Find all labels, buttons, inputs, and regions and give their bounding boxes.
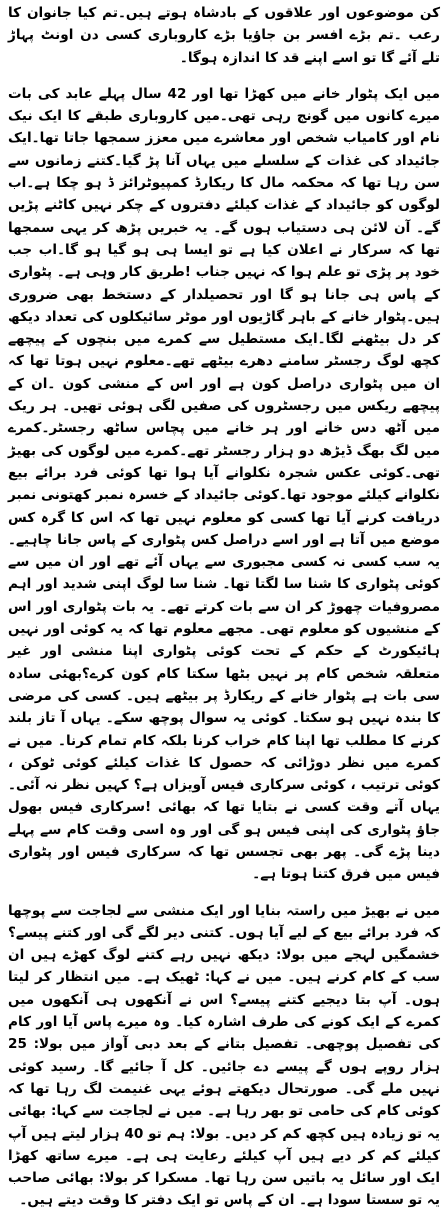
paragraph-gap xyxy=(8,886,440,900)
article-paragraph-3: میں نے بھیڑ میں راستہ بنایا اور ایک منشی سے لجاجت سے پوچھا کہ فرد برائے بیع کے لیے آیا ہوں۔ کتنی دیر لگے گی اور کتنے پیسے؟ خشمگیں لہجے میں بولا: دیکھ نہیں رہے کتنے لوگ کھڑے ہیں ان سب کے کام کرنے ہیں۔ میں نے کہا: ٹھیک ہے۔ میں انتظار کر لیتا ہوں۔ آپ بتا دیجیے کتنے پیسے؟ اس نے آنکھوں ہی آنکھوں میں کمرے کے ایک کونے کی طرف اشارہ کیا۔ وہ میرے پاس آیا اور کام کی تفصیل پوچھی۔ تفصیل بتانے کے بعد دبی آواز میں بولا: 25 ہزار روپے ہوں گے پیسے دے جائیں۔ کل آ جائیے گا۔ رسید کوئی نہیں ملے گی۔ صورتحال دیکھتے ہوئے یہی غنیمت لگ رہا تھا کہ کوئی کام کی حامی تو بھر رہا ہے۔ میں نے لجاجت سے کہا: بھائی یہ تو زیادہ ہیں کچھ کم کر دیں۔ بولا: ہم تو 40 ہزار لیتے ہیں آپ کیلئے کم کر دیے ہیں آپ کیلئے رعایت ہی ہے۔ میرے ساتھ کھڑا ایک اور سائل یہ باتیں سن رہا تھا۔ مسکرا کر بولا: بھائی صاحب یہ تو سستا سودا ہے۔ ان کے پاس تو ایک دفتر کا وقت دیتے ہیں۔ xyxy=(8,902,440,1209)
paragraph-gap xyxy=(8,69,440,83)
article-paragraph-2: میں ایک پٹوار خانے میں کھڑا تھا اور 42 سال پہلے عابد کی بات میرے کانوں میں گونج رہی تھی۔میں کاروباری طبقے کا ایک نیک نام اور کامیاب شخص اور معاشرے میں معزز سمجھا جاتا تھا۔ایک جائیداد کی غذات کے سلسلے میں یہاں آنا پڑ گیا۔کتنے زمانوں سے سن رہا تھا کہ محکمہ مال کا ریکارڈ کمپیوٹرائز ڈ ہو چکا ہے۔اب لوگوں کو جائیداد کے غذات کیلئے دفتروں کے چکر نہیں کاٹنے پڑیں گے۔ آن لائن ہی دستیاب ہوں گے۔ یہ خبریں پڑھ کر یہی سمجھا تھا کہ سرکار نے اعلان کیا ہے تو ایسا ہی ہو گیا ہو گا۔اب جب خود پر پڑی تو علم ہوا کہ نہیں جناب !طریق کار وہی ہے۔ پٹواری کے پاس ہی جانا ہو گا اور تحصیلدار کے دستخط بھی ضروری ہیں۔پٹوار خانے کے باہر گاڑیوں اور موٹر سائیکلوں کی تعداد دیکھ کر دل بیٹھنے لگا۔ایک مستطیل سے کمرے میں بنچوں کے پیچھے کچھ لوگ رجسٹر سامنے دھرے بیٹھے تھے۔معلوم نہیں ہوتا تھا کہ ان میں پٹواری دراصل کون ہے اور اس کے منشی کون ۔ان کے پیچھے ریکس میں رجسٹروں کی صفیں لگی ہوئی تھیں۔ ہر ریک میں آٹھ دس خانے اور ہر خانے میں پچاس ساٹھ رجسٹر۔کمرے میں لگ بھگ ڈیڑھ دو ہزار رجسٹر تھے۔کمرے میں لوگوں کی بھیڑ تھی۔کوئی عکس شجرہ نکلوانے آیا ہوا تھا کوئی فرد برائے بیع نکلوانے کیلئے موجود تھا۔کوئی جائیداد کے خسرہ نمبر کھتونی نمبر دریافت کرنے آیا تھا کسی کو معلوم نہیں تھا کہ اس کا گرہ کس موضع میں آتا ہے اور اسے دراصل کس پٹواری کے پاس جانا چاہیے۔ یہ سب کسی نہ کسی مجبوری سے یہاں آئے تھے اور ان میں سے کوئی پٹواری کا شنا سا لگتا تھا۔ شنا سا لوگ اپنی شدید اور اہم مصروفیات چھوڑ کر ان سے بات کرتے تھے۔ یہ بات پٹواری اور اس کے منشیوں کو معلوم تھی۔ مجھے معلوم تھا کہ یہ کوئی اور نہیں ہائیکورٹ کے حکم کے تحت کوئی پٹواری اپنا منشی اور غیر متعلقہ شخص کام پر نہیں بٹھا سکتا کام کون کرے؟بھئی سادہ سی بات ہے پٹوار خانے کے ریکارڈ پر بیٹھے ہیں۔ کسی کی مرضی کا بندہ نہیں ہو سکتا۔ کوئی یہ سوال پوچھ سکے۔ یہاں آ تاز بلند کرنے کا مطلب تھا اپنا کام خراب کرنا بلکہ کام تمام کرنا۔ میں نے کمرے میں نظر دوڑائی کہ حصول کا غذات کیلئے کوئی ٹوکن ، کوئی ترتیب ، کوئی سرکاری فیس آویزاں ہے؟ کہیں نظر نہ آئی۔ یہاں آتے وقت کسی نے بتایا تھا کہ بھائی !سرکاری فیس بھول جاؤ پٹواری کی اپنی فیس ہو گی اور وہ اسی وقت کام سے پہلے دینا پڑے گی۔ پھر بھی تجسس تھا کہ سرکاری فیس اور پٹواری فیس میں فرق کتنا ہوتا ہے۔ xyxy=(8,85,441,883)
article-paragraph-1: کن موضوعوں اور علاقوں کے بادشاہ ہوتے ہیں۔تم کیا جانوان کا رعب ۔تم بڑے افسر بن جاؤیا بڑے کاروباری کسی دن اونٹ پہاڑ تلے آئے گا تو اسے اپنے قد کا اندازہ ہوگا۔ xyxy=(8,5,440,66)
